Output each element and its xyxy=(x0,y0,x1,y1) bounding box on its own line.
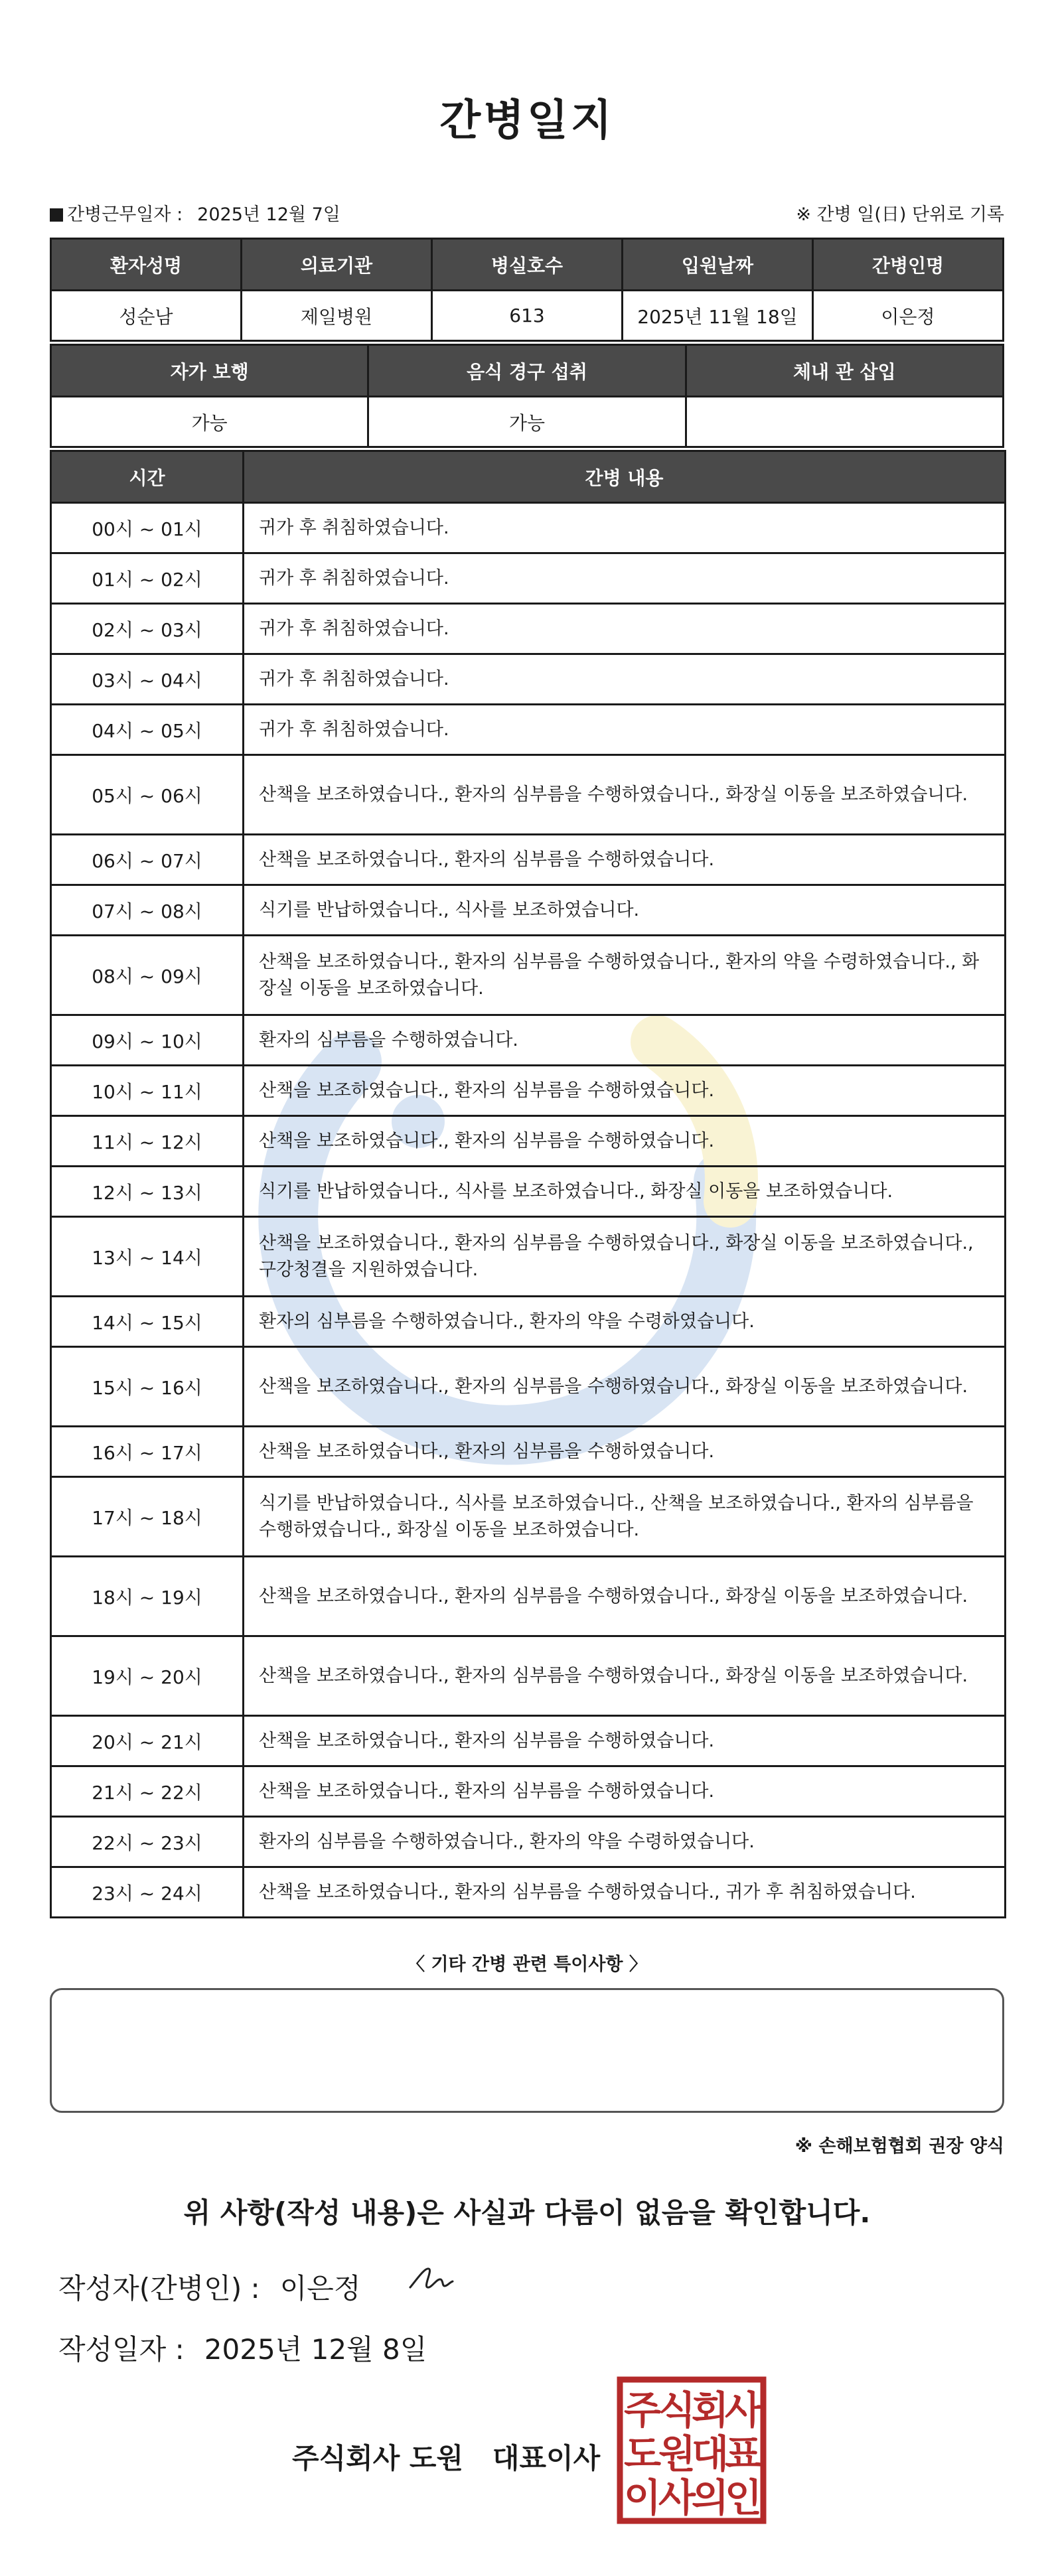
log-row xyxy=(51,1477,1006,1557)
patient-header: 간병인명 xyxy=(813,239,1004,291)
log-content: 산책을 보조하였습니다., 환자의 심부름을 수행하였습니다., 화장실 이동을 보조하였습니다. xyxy=(244,755,1006,835)
work-date-label: 간병근무일자 : xyxy=(67,204,183,225)
tube-insertion-value xyxy=(686,397,1003,447)
log-row xyxy=(51,705,1006,755)
admission-date: 2025년 11월 18일 xyxy=(623,291,813,341)
log-time: 15시 ~ 16시 xyxy=(51,1347,244,1427)
log-content: 산책을 보조하였습니다., 환자의 심부름을 수행하였습니다. xyxy=(244,1716,1006,1766)
log-time: 01시 ~ 02시 xyxy=(51,553,244,604)
log-content: 귀가 후 취침하였습니다. xyxy=(244,604,1006,654)
log-row xyxy=(51,503,1006,553)
log-content: 산책을 보조하였습니다., 환자의 심부름을 수행하였습니다., 화장실 이동을 보조하였습니다. xyxy=(244,1636,1006,1716)
svg-text:의: 의 xyxy=(691,2475,729,2520)
svg-text:원: 원 xyxy=(658,2431,696,2476)
confirmation-statement: 위 사항(작성 내용)은 사실과 다름이 없음을 확인합니다. xyxy=(183,2196,871,2229)
log-row xyxy=(51,936,1006,1015)
log-time: 00시 ~ 01시 xyxy=(51,503,244,553)
patient-header: 입원날짜 xyxy=(623,239,813,291)
patient-info-table xyxy=(50,238,1004,342)
work-date-value: 2025년 12월 7일 xyxy=(197,204,340,225)
log-time: 17시 ~ 18시 xyxy=(51,1477,244,1557)
log-content: 산책을 보조하였습니다., 환자의 심부름을 수행하였습니다., 화장실 이동을 보조하였습니다. xyxy=(244,1347,1006,1427)
log-time: 23시 ~ 24시 xyxy=(51,1867,244,1918)
caregiver-name: 이은정 xyxy=(813,291,1004,341)
writer-label: 작성자(간병인) : xyxy=(58,2272,260,2305)
patient-header: 병실호수 xyxy=(432,239,623,291)
patient-header: 환자성명 xyxy=(51,239,242,291)
etc-notes-box xyxy=(50,1988,1004,2113)
log-row xyxy=(51,1636,1006,1716)
log-content: 환자의 심부름을 수행하였습니다., 환자의 약을 수령하였습니다. xyxy=(244,1297,1006,1347)
log-time: 04시 ~ 05시 xyxy=(51,705,244,755)
log-row xyxy=(51,1427,1006,1477)
ability-header: 자가 보행 xyxy=(51,345,368,397)
work-date-line xyxy=(50,199,1004,226)
log-content: 산책을 보조하였습니다., 환자의 심부름을 수행하였습니다. xyxy=(244,1116,1006,1167)
svg-text:표: 표 xyxy=(724,2431,763,2476)
log-row xyxy=(51,1066,1006,1116)
signature xyxy=(405,2259,465,2299)
log-row xyxy=(51,1347,1006,1427)
log-content: 환자의 심부름을 수행하였습니다., 환자의 약을 수령하였습니다. xyxy=(244,1817,1006,1867)
writer-name: 이은정 xyxy=(279,2272,361,2305)
ability-header: 음식 경구 섭취 xyxy=(368,345,686,397)
log-content: 산책을 보조하였습니다., 환자의 심부름을 수행하였습니다., 화장실 이동을 보조하였습니다. xyxy=(244,1557,1006,1636)
log-row xyxy=(51,1557,1006,1636)
time-header: 시간 xyxy=(51,451,244,503)
log-row xyxy=(51,1116,1006,1167)
written-date-line xyxy=(58,2328,427,2368)
log-content: 산책을 보조하였습니다., 환자의 심부름을 수행하였습니다., 화장실 이동을 보조하였습니다., 구강청결을 지원하였습니다. xyxy=(244,1217,1006,1297)
square-bullet-icon xyxy=(50,208,63,222)
self-walking-value: 가능 xyxy=(51,397,368,447)
care-log-table xyxy=(50,450,1006,1918)
log-row xyxy=(51,885,1006,936)
log-content: 귀가 후 취침하였습니다. xyxy=(244,705,1006,755)
content-header: 간병 내용 xyxy=(244,451,1006,503)
log-row xyxy=(51,1716,1006,1766)
log-row xyxy=(51,604,1006,654)
log-time: 14시 ~ 15시 xyxy=(51,1297,244,1347)
log-time: 03시 ~ 04시 xyxy=(51,654,244,705)
log-row xyxy=(51,1217,1006,1297)
log-row xyxy=(51,1817,1006,1867)
page-title: 간병일지 xyxy=(439,96,615,145)
company-representative: 주식회사 도원 대표이사 xyxy=(292,2442,601,2474)
log-time: 13시 ~ 14시 xyxy=(51,1217,244,1297)
log-row xyxy=(51,1867,1006,1918)
patient-name: 성순남 xyxy=(51,291,242,341)
etc-notes-label: 〈 기타 간병 관련 특이사항 〉 xyxy=(407,1954,647,1975)
log-row xyxy=(51,1297,1006,1347)
ability-header: 체내 관 삽입 xyxy=(686,345,1003,397)
log-row xyxy=(51,1766,1006,1817)
written-date-value: 2025년 12월 8일 xyxy=(204,2333,427,2366)
log-row xyxy=(51,1015,1006,1066)
log-content: 산책을 보조하였습니다., 환자의 심부름을 수행하였습니다., 환자의 약을 수령하였습니다., 화장실 이동을 보조하였습니다. xyxy=(244,936,1006,1015)
svg-text:사: 사 xyxy=(724,2388,763,2433)
log-content: 산책을 보조하였습니다., 환자의 심부름을 수행하였습니다., 귀가 후 취침하였습니다. xyxy=(244,1867,1006,1918)
svg-text:대: 대 xyxy=(691,2431,729,2476)
log-content: 환자의 심부름을 수행하였습니다. xyxy=(244,1015,1006,1066)
log-time: 22시 ~ 23시 xyxy=(51,1817,244,1867)
log-content: 식기를 반납하였습니다., 식사를 보조하였습니다. xyxy=(244,885,1006,936)
company-seal xyxy=(616,2376,767,2525)
log-time: 08시 ~ 09시 xyxy=(51,936,244,1015)
room-number: 613 xyxy=(432,291,623,341)
recommend-note: ※ 손해보험협회 권장 양식 xyxy=(794,2136,1004,2157)
log-content: 식기를 반납하였습니다., 식사를 보조하였습니다., 산책을 보조하였습니다., 환자의 심부름을 수행하였습니다., 화장실 이동을 보조하였습니다. xyxy=(244,1477,1006,1557)
log-time: 07시 ~ 08시 xyxy=(51,885,244,936)
svg-text:도: 도 xyxy=(623,2431,662,2476)
log-time: 12시 ~ 13시 xyxy=(51,1167,244,1217)
log-time: 20시 ~ 21시 xyxy=(51,1716,244,1766)
log-time: 19시 ~ 20시 xyxy=(51,1636,244,1716)
log-row xyxy=(51,835,1006,885)
log-row xyxy=(51,1167,1006,1217)
log-time: 10시 ~ 11시 xyxy=(51,1066,244,1116)
log-time: 06시 ~ 07시 xyxy=(51,835,244,885)
log-row xyxy=(51,755,1006,835)
svg-text:사: 사 xyxy=(658,2475,696,2520)
oral-intake-value: 가능 xyxy=(368,397,686,447)
svg-text:주: 주 xyxy=(623,2388,662,2433)
log-content: 산책을 보조하였습니다., 환자의 심부름을 수행하였습니다. xyxy=(244,835,1006,885)
writer-line xyxy=(58,2267,360,2307)
written-date-label: 작성일자 : xyxy=(58,2333,185,2366)
log-row xyxy=(51,654,1006,705)
log-content: 귀가 후 취침하였습니다. xyxy=(244,654,1006,705)
log-time: 11시 ~ 12시 xyxy=(51,1116,244,1167)
svg-text:인: 인 xyxy=(724,2475,763,2520)
log-time: 18시 ~ 19시 xyxy=(51,1557,244,1636)
log-content: 식기를 반납하였습니다., 식사를 보조하였습니다., 화장실 이동을 보조하였습니다. xyxy=(244,1167,1006,1217)
patient-ability-table xyxy=(50,344,1004,448)
log-content: 산책을 보조하였습니다., 환자의 심부름을 수행하였습니다. xyxy=(244,1427,1006,1477)
log-time: 21시 ~ 22시 xyxy=(51,1766,244,1817)
log-content: 산책을 보조하였습니다., 환자의 심부름을 수행하였습니다. xyxy=(244,1766,1006,1817)
log-content: 산책을 보조하였습니다., 환자의 심부름을 수행하였습니다. xyxy=(244,1066,1006,1116)
unit-note: ※ 간병 일(日) 단위로 기록 xyxy=(796,204,1004,225)
log-time: 16시 ~ 17시 xyxy=(51,1427,244,1477)
hospital-name: 제일병원 xyxy=(242,291,432,341)
log-time: 02시 ~ 03시 xyxy=(51,604,244,654)
svg-text:회: 회 xyxy=(691,2388,729,2433)
log-row xyxy=(51,553,1006,604)
patient-header: 의료기관 xyxy=(242,239,432,291)
log-content: 귀가 후 취침하였습니다. xyxy=(244,503,1006,553)
svg-text:식: 식 xyxy=(658,2388,696,2433)
log-time: 05시 ~ 06시 xyxy=(51,755,244,835)
log-time: 09시 ~ 10시 xyxy=(51,1015,244,1066)
svg-text:이: 이 xyxy=(623,2475,662,2520)
log-content: 귀가 후 취침하였습니다. xyxy=(244,553,1006,604)
